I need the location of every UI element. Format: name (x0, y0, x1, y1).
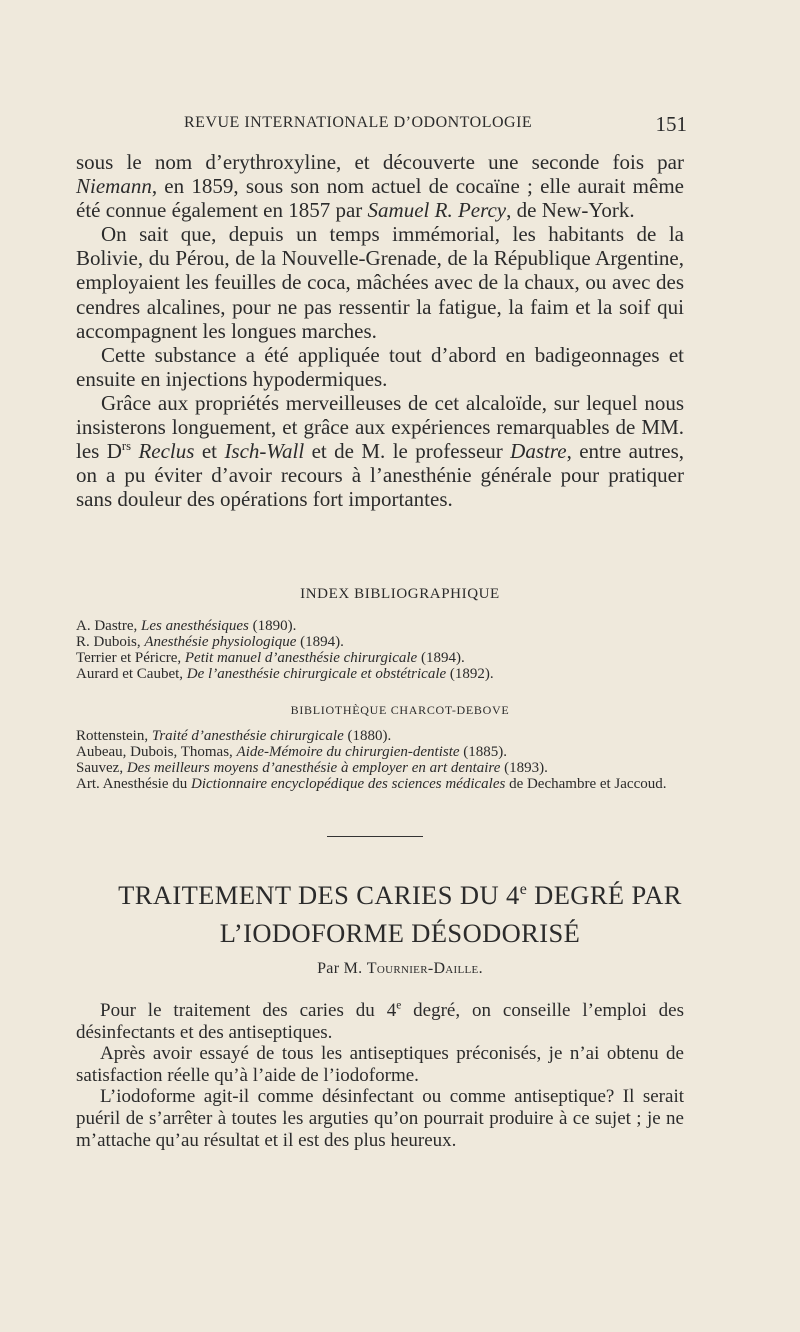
byline: Par M. Tournier-Daille. (317, 960, 483, 977)
bibliography-entry: Art. Anesthésie du Dictionnaire encyclopédique des sciences médicales de Dechambre et Jaccoud. (76, 776, 667, 792)
page-number: 151 (655, 112, 687, 136)
article-body (76, 1000, 684, 1151)
bibliography-entry: Sauvez, Des meilleurs moyens d’anesthésie à employer en art dentaire (1893). (76, 760, 548, 776)
paragraph-2: On sait que, depuis un temps immémorial, les habitants de la Bolivie, du Pérou, de la Nouvelle-Grenade, de la République Argentine, employaient les feuilles de coca, mâchées avec de la chaux, ou avec des cendres alcalines, pour ne pas ressentir la fatigue, la faim et la soif qui accompagnent les longues marches. (76, 222, 684, 343)
bibliography-entry: Terrier et Péricre, Petit manuel d’anesthésie chirurgicale (1894). (76, 650, 465, 666)
paragraph-3: Cette substance a été appliquée tout d’abord en badigeonnages et ensuite en injections hypodermiques. (76, 342, 684, 391)
index-heading: INDEX BIBLIOGRAPHIQUE (300, 586, 500, 602)
bibliography-list-2 (76, 728, 684, 792)
bibliography-list (76, 618, 684, 682)
bibliography-entry: Aubeau, Dubois, Thomas, Aide-Mémoire du chirurgien-dentiste (1885). (76, 744, 508, 760)
bibliography-entry: R. Dubois, Anesthésie physiologique (1894). (76, 634, 344, 650)
section-divider (327, 836, 423, 837)
bibliography-entry: Rottenstein, Traité d’anesthésie chirurgicale (1880). (76, 728, 392, 744)
paragraph-4: Grâce aux propriétés merveilleuses de cet alcaloïde, sur lequel nous insisterons longuement, et grâce aux expériences remarquables de MM. les $D^{rs}$ Reclus et Isch-Wall et de M. le professeur Dastre, entre autres, on a pu éviter d’avoir recours à l’anesthénie générale pour pratiquer sans douleur des opérations fort importantes. (76, 390, 685, 512)
paragraph-1: sous le nom d’erythroxyline, et découverte une seconde fois par Niemann, en 1859, sous son nom actuel de cocaïne ; elle aurait même été connue également en 1857 par Samuel R. Percy, de New-York. (76, 150, 684, 223)
running-head (80, 114, 687, 138)
article-paragraph-1: Pour le traitement des caries du 4e degré, on conseille l’emploi des désinfectants et des antiseptiques. (76, 999, 684, 1043)
article-title-line-2: L’IODOFORME DÉSODORISÉ (219, 918, 581, 948)
article-paragraph-2: Après avoir essayé de tous les antiseptiques préconisés, je n’ai obtenu de satisfaction réelle qu’à l’aide de l’iodoforme. (76, 1043, 684, 1086)
body-text (76, 150, 684, 511)
running-title: REVUE INTERNATIONALE D’ODONTOLOGIE (184, 114, 533, 131)
article-paragraph-3: L’iodoforme agit-il comme désinfectant ou comme antiseptique? Il serait puéril de s’arrêter à toutes les arguties qu’on pourrait produire à ce sujet ; je ne m’attache qu’au résultat et il est des plus heureux. (76, 1086, 684, 1151)
article-title-line-1: TRAITEMENT DES CARIES DU 4e DEGRÉ PAR (118, 880, 682, 910)
author-name: Tournier-Daille. (366, 960, 483, 977)
article-title (0, 876, 800, 952)
bibliotheque-heading: BIBLIOTHÈQUE CHARCOT-DEBOVE (290, 703, 510, 717)
bibliography-entry: A. Dastre, Les anesthésiques (1890). (76, 618, 297, 634)
bibliography-entry: Aurard et Caubet, De l’anesthésie chirurgicale et obstétricale (1892). (76, 666, 494, 682)
